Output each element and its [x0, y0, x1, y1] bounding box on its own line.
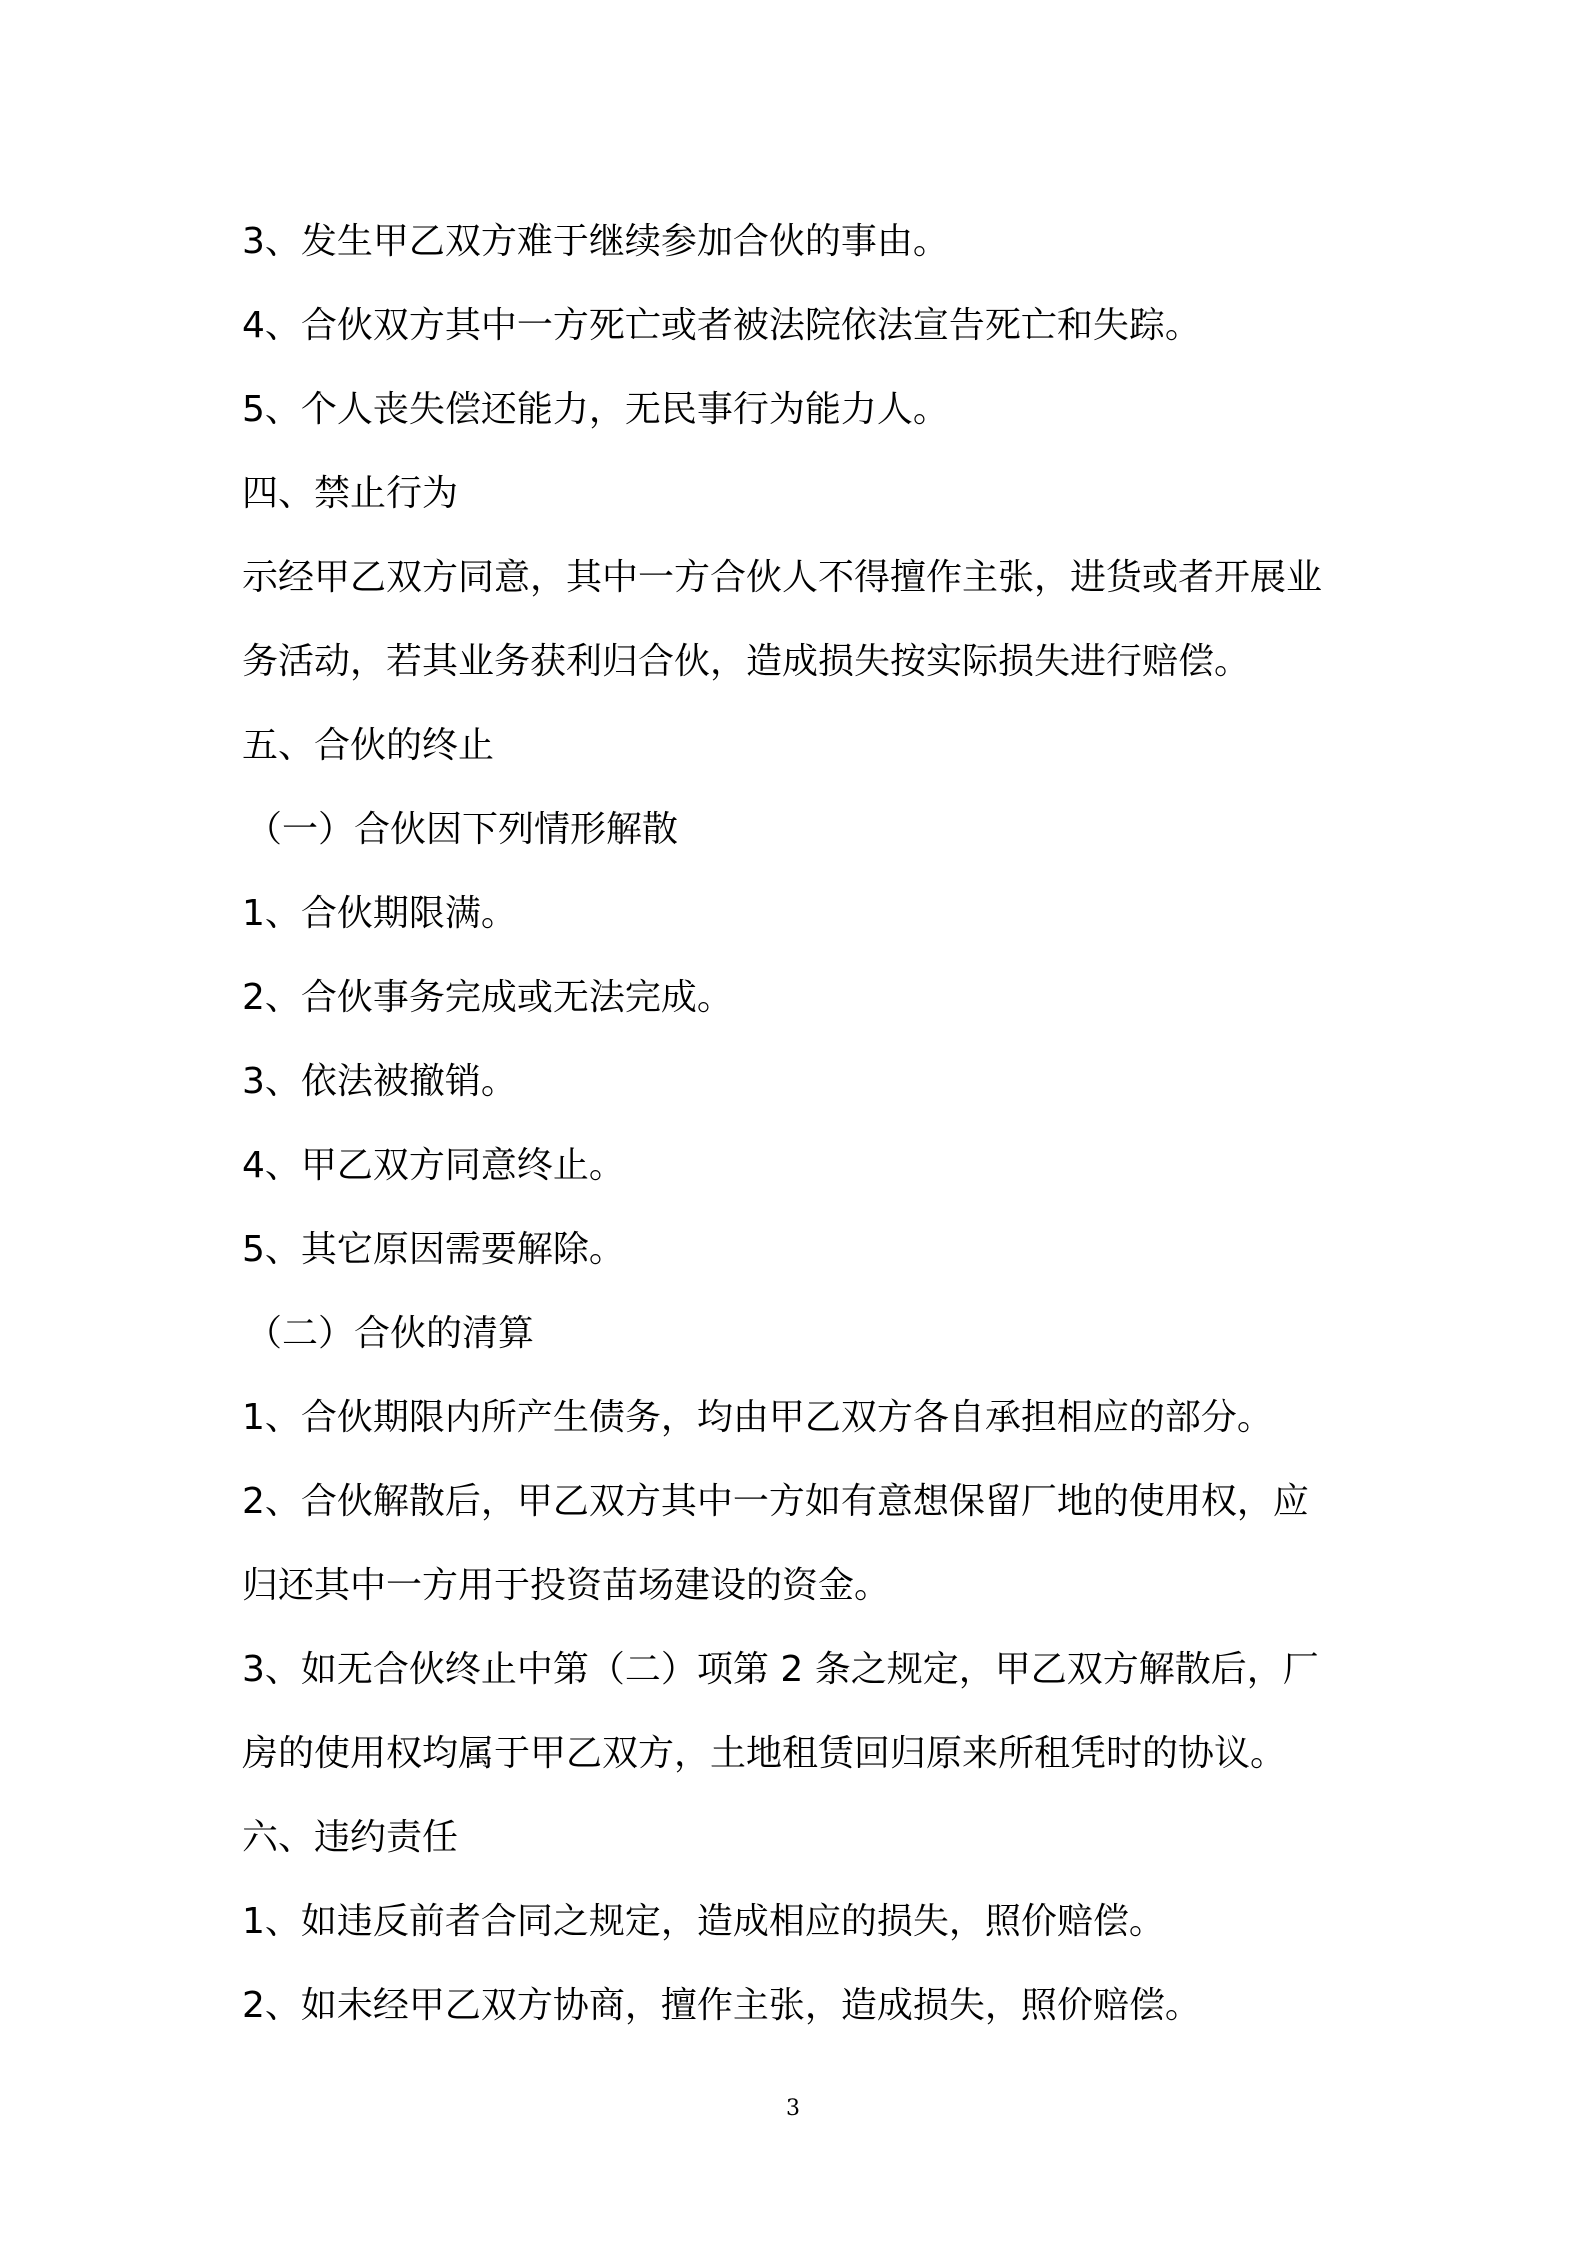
list-item: 1、如违反前者合同之规定，造成相应的损失，照价赔偿。 [242, 1901, 1165, 1942]
list-item-dissolution-5: 5、个人丧失偿还能力，无民事行为能力人。 [242, 389, 949, 430]
list-item-dissolution-3: 3、发生甲乙双方难于继续参加合伙的事由。 [242, 221, 949, 262]
subsection-heading-liquidation: （二）合伙的清算 [246, 1313, 535, 1354]
list-item: 1、合伙期限内所产生债务，均由甲乙双方各自承担相应的部分。 [242, 1397, 1273, 1438]
section-heading-termination: 五、合伙的终止 [242, 725, 495, 766]
list-item-continuation: 归还其中一方用于投资苗场建设的资金。 [242, 1565, 891, 1606]
subsection-heading-dissolution: （一）合伙因下列情形解散 [246, 809, 679, 850]
section-heading-liability: 六、违约责任 [242, 1817, 459, 1858]
list-item-continuation: 房的使用权均属于甲乙双方，土地租赁回归原来所租凭时的协议。 [242, 1733, 1287, 1774]
list-item: 2、合伙解散后，甲乙双方其中一方如有意想保留厂地的使用权，应 [242, 1481, 1309, 1522]
list-item: 3、依法被撤销。 [242, 1061, 517, 1102]
paragraph-line: 务活动，若其业务获利归合伙，造成损失按实际损失进行赔偿。 [242, 641, 1251, 682]
paragraph-line: 示经甲乙双方同意，其中一方合伙人不得擅作主张，进货或者开展业 [242, 557, 1323, 598]
page-number: 3 [786, 2096, 800, 2121]
list-item: 5、其它原因需要解除。 [242, 1229, 625, 1270]
list-item-dissolution-4: 4、合伙双方其中一方死亡或者被法院依法宣告死亡和失踪。 [242, 305, 1201, 346]
document-body [242, 200, 1362, 2048]
list-item: 2、合伙事务完成或无法完成。 [242, 977, 733, 1018]
section-heading-prohibited-acts: 四、禁止行为 [242, 473, 459, 514]
list-item: 4、甲乙双方同意终止。 [242, 1145, 625, 1186]
list-item: 2、如未经甲乙双方协商，擅作主张，造成损失，照价赔偿。 [242, 1985, 1201, 2026]
list-item: 3、如无合伙终止中第（二）项第 2 条之规定，甲乙双方解散后，厂 [242, 1649, 1319, 1690]
list-item: 1、合伙期限满。 [242, 893, 517, 934]
